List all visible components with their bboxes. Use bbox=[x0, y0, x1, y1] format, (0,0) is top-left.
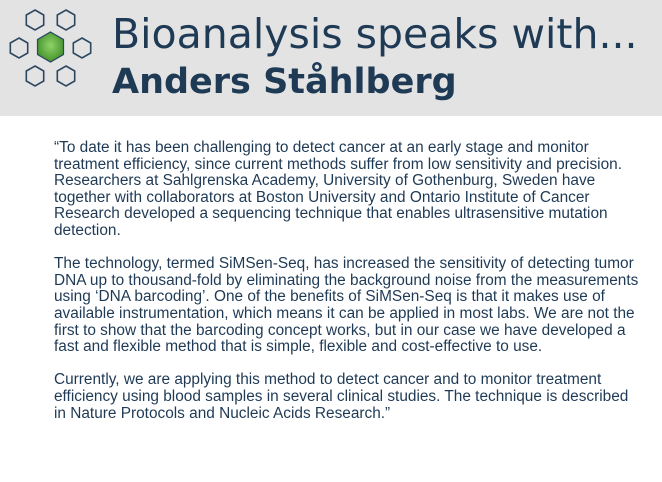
header-title: Bioanalysis speaks with... bbox=[112, 10, 638, 58]
quote-paragraph-3: Currently, we are applying this method to detect cancer and to monitor treatment efficiency using blood samples in several clinical studies. The technique is described in Nature Protocols and Nucleic Acids Research.” bbox=[54, 371, 629, 422]
hex-center bbox=[38, 32, 64, 62]
hex-top-right bbox=[57, 10, 74, 30]
hex-left bbox=[10, 38, 27, 58]
header-banner bbox=[0, 0, 662, 116]
hexagon-cluster-icon bbox=[4, 8, 104, 108]
hex-bottom-left bbox=[26, 66, 43, 86]
quote-body bbox=[54, 140, 642, 439]
quote-paragraph-1: “To date it has been challenging to detect cancer at an early stage and monitor treatment efficiency, since current methods suffer from low sensitivity and precision. Researchers at Sahlgrenska Academy, University of Gothenburg, Sweden have together with collaborators at Boston University and Ontario Institute of Cancer Research developed a sequencing technique that enables ultrasensitive mutation detection. bbox=[54, 139, 622, 239]
header-subtitle: Anders Ståhlberg bbox=[112, 62, 457, 102]
quote-paragraph-2: The technology, termed SiMSen-Seq, has increased the sensitivity of detecting tumor DNA up to thousand-fold by eliminating the background noise from the measurements using ‘DNA barcoding’. One of the benefits of SiMSen-Seq is that it makes use of available instrumentation, which means it can be applied in most labs. We are not the first to show that the barcoding concept works, but in our case we have developed a fast and flexible method that is simple, flexible and cost-effective to use. bbox=[54, 255, 639, 356]
hex-right bbox=[73, 38, 90, 58]
hex-top-left bbox=[26, 10, 43, 30]
hex-bottom-right bbox=[57, 66, 74, 86]
